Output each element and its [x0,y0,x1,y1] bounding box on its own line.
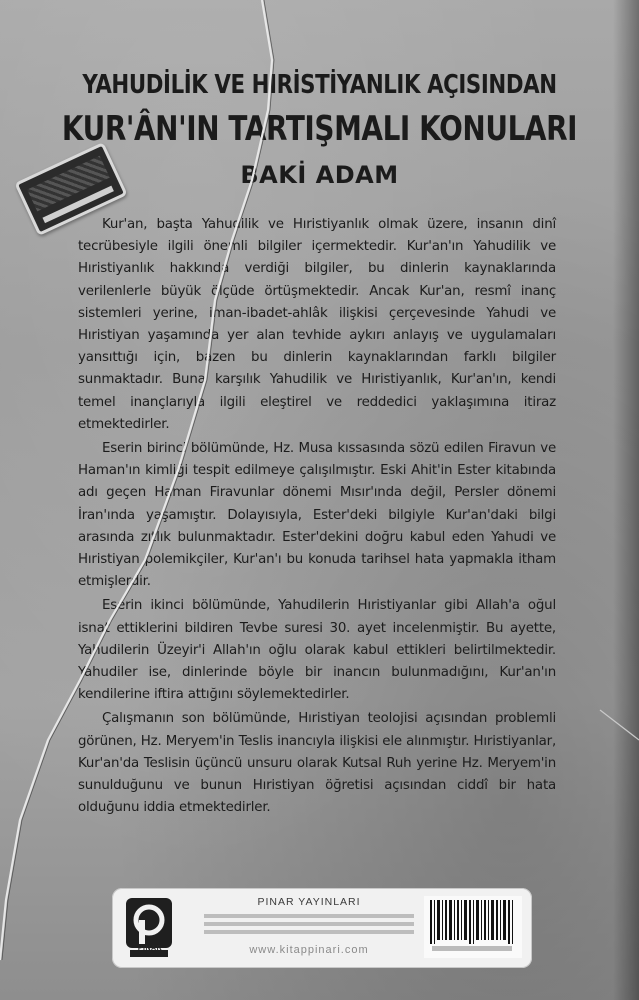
blurb-paragraph-4: Çalışmanın son bölümünde, Hıristiyan teolojisi açısından problemli görünen, Hz. Meryem'in Teslis inancıyla ilişkisi ele alınmıştır. Hıristiyanlar, Kur'an'da Teslisin üçüncü unsuru olarak Kutsal Ruh yerine Hz. Meryem'in sunulduğunu ve bunun Hıristiyan öğretisi açısından ciddî bir hata olduğunu iddia etmektedirler. [78,711,556,816]
book-title: KUR'ÂN'IN TARTIŞMALI KONULARI [61,109,578,149]
back-cover-blurb [78,214,556,821]
publisher-address-line [204,914,414,918]
book-author: BAKİ ADAM [240,161,399,189]
publisher-address-line [204,930,414,934]
publisher-address-line [204,922,414,926]
blurb-paragraph-1: Kur'an, başta Yahudilik ve Hıristiyanlık olmak üzere, insanın dinî tecrübesiyle ilgili önemli bilgiler içermektedir. Kur'an'ın Yahudilik ve Hıristiyanlık hakkında verdiği bilgiler, bu dinlerin kaynaklarında verilenlerle büyük ölçüde örtüşmektedir. Ancak Kur'an, resmî inanç sistemleri yerine, iman-ibadet-ahlâk ilişkisi çerçevesinde Yahudi ve Hıristiyan yaşamında yer alan tevhide aykırı anlayış ve uygulamaları yansıttığı için, bazen bu dinlerin kaynaklarından farklı bilgiler sunmaktadır. Buna karşılık Yahudilik ve Hıristiyanlık, Kur'an'ın, kendi temel inançlarıyla ilgili eleştirel ve reddedici yaklaşımına itiraz etmektedirler. [78,217,556,432]
blurb-paragraph-3: Eserin ikinci bölümünde, Yahudilerin Hıristiyanlar gibi Allah'a oğul isnat ettiklerini bildiren Tevbe suresi 30. ayet incelenmiştir. Bu ayette, Yahudilerin Üzeyir'i Allah'ın oğlu olarak kabul ettikleri belirtilmektedir. Yahudiler ise, dinlerinde böyle bir inancın bulunmadığını, Kur'an'ın kendilerine iftira attığını söylemektedirler. [78,598,556,703]
publisher-logo-text: PINAR [137,945,163,952]
blurb-paragraph-2: Eserin birinci bölümünde, Hz. Musa kıssasında sözü edilen Firavun ve Haman'ın kimliği tespit edilmeye çalışılmıştır. Eski Ahit'in Ester kitabında adı geçen Haman Firavunlar dönemi Mısır'ında değil, Persler dönemi İran'ında yaşamıştır. Dolayısıyla, Ester'deki bilgiyle Kur'an'daki bilgi arasında zıtlık bulunmaktadır. Ester'dekini doğru kabul eden Yahudi ve Hıristiyan polemikçiler, Kur'an'ı bu konuda tarihsel hata yapmakla itham etmişlerdir. [78,441,556,590]
book-subtitle: YAHUDİLİK VE HIRİSTİYANLIK AÇISINDAN [82,70,557,100]
publisher-box [112,888,532,968]
publisher-name: PINAR YAYINLARI [257,896,361,908]
isbn-barcode [424,896,522,958]
cover-header [0,68,639,190]
publisher-website: www.kitappinari.com [249,944,369,956]
